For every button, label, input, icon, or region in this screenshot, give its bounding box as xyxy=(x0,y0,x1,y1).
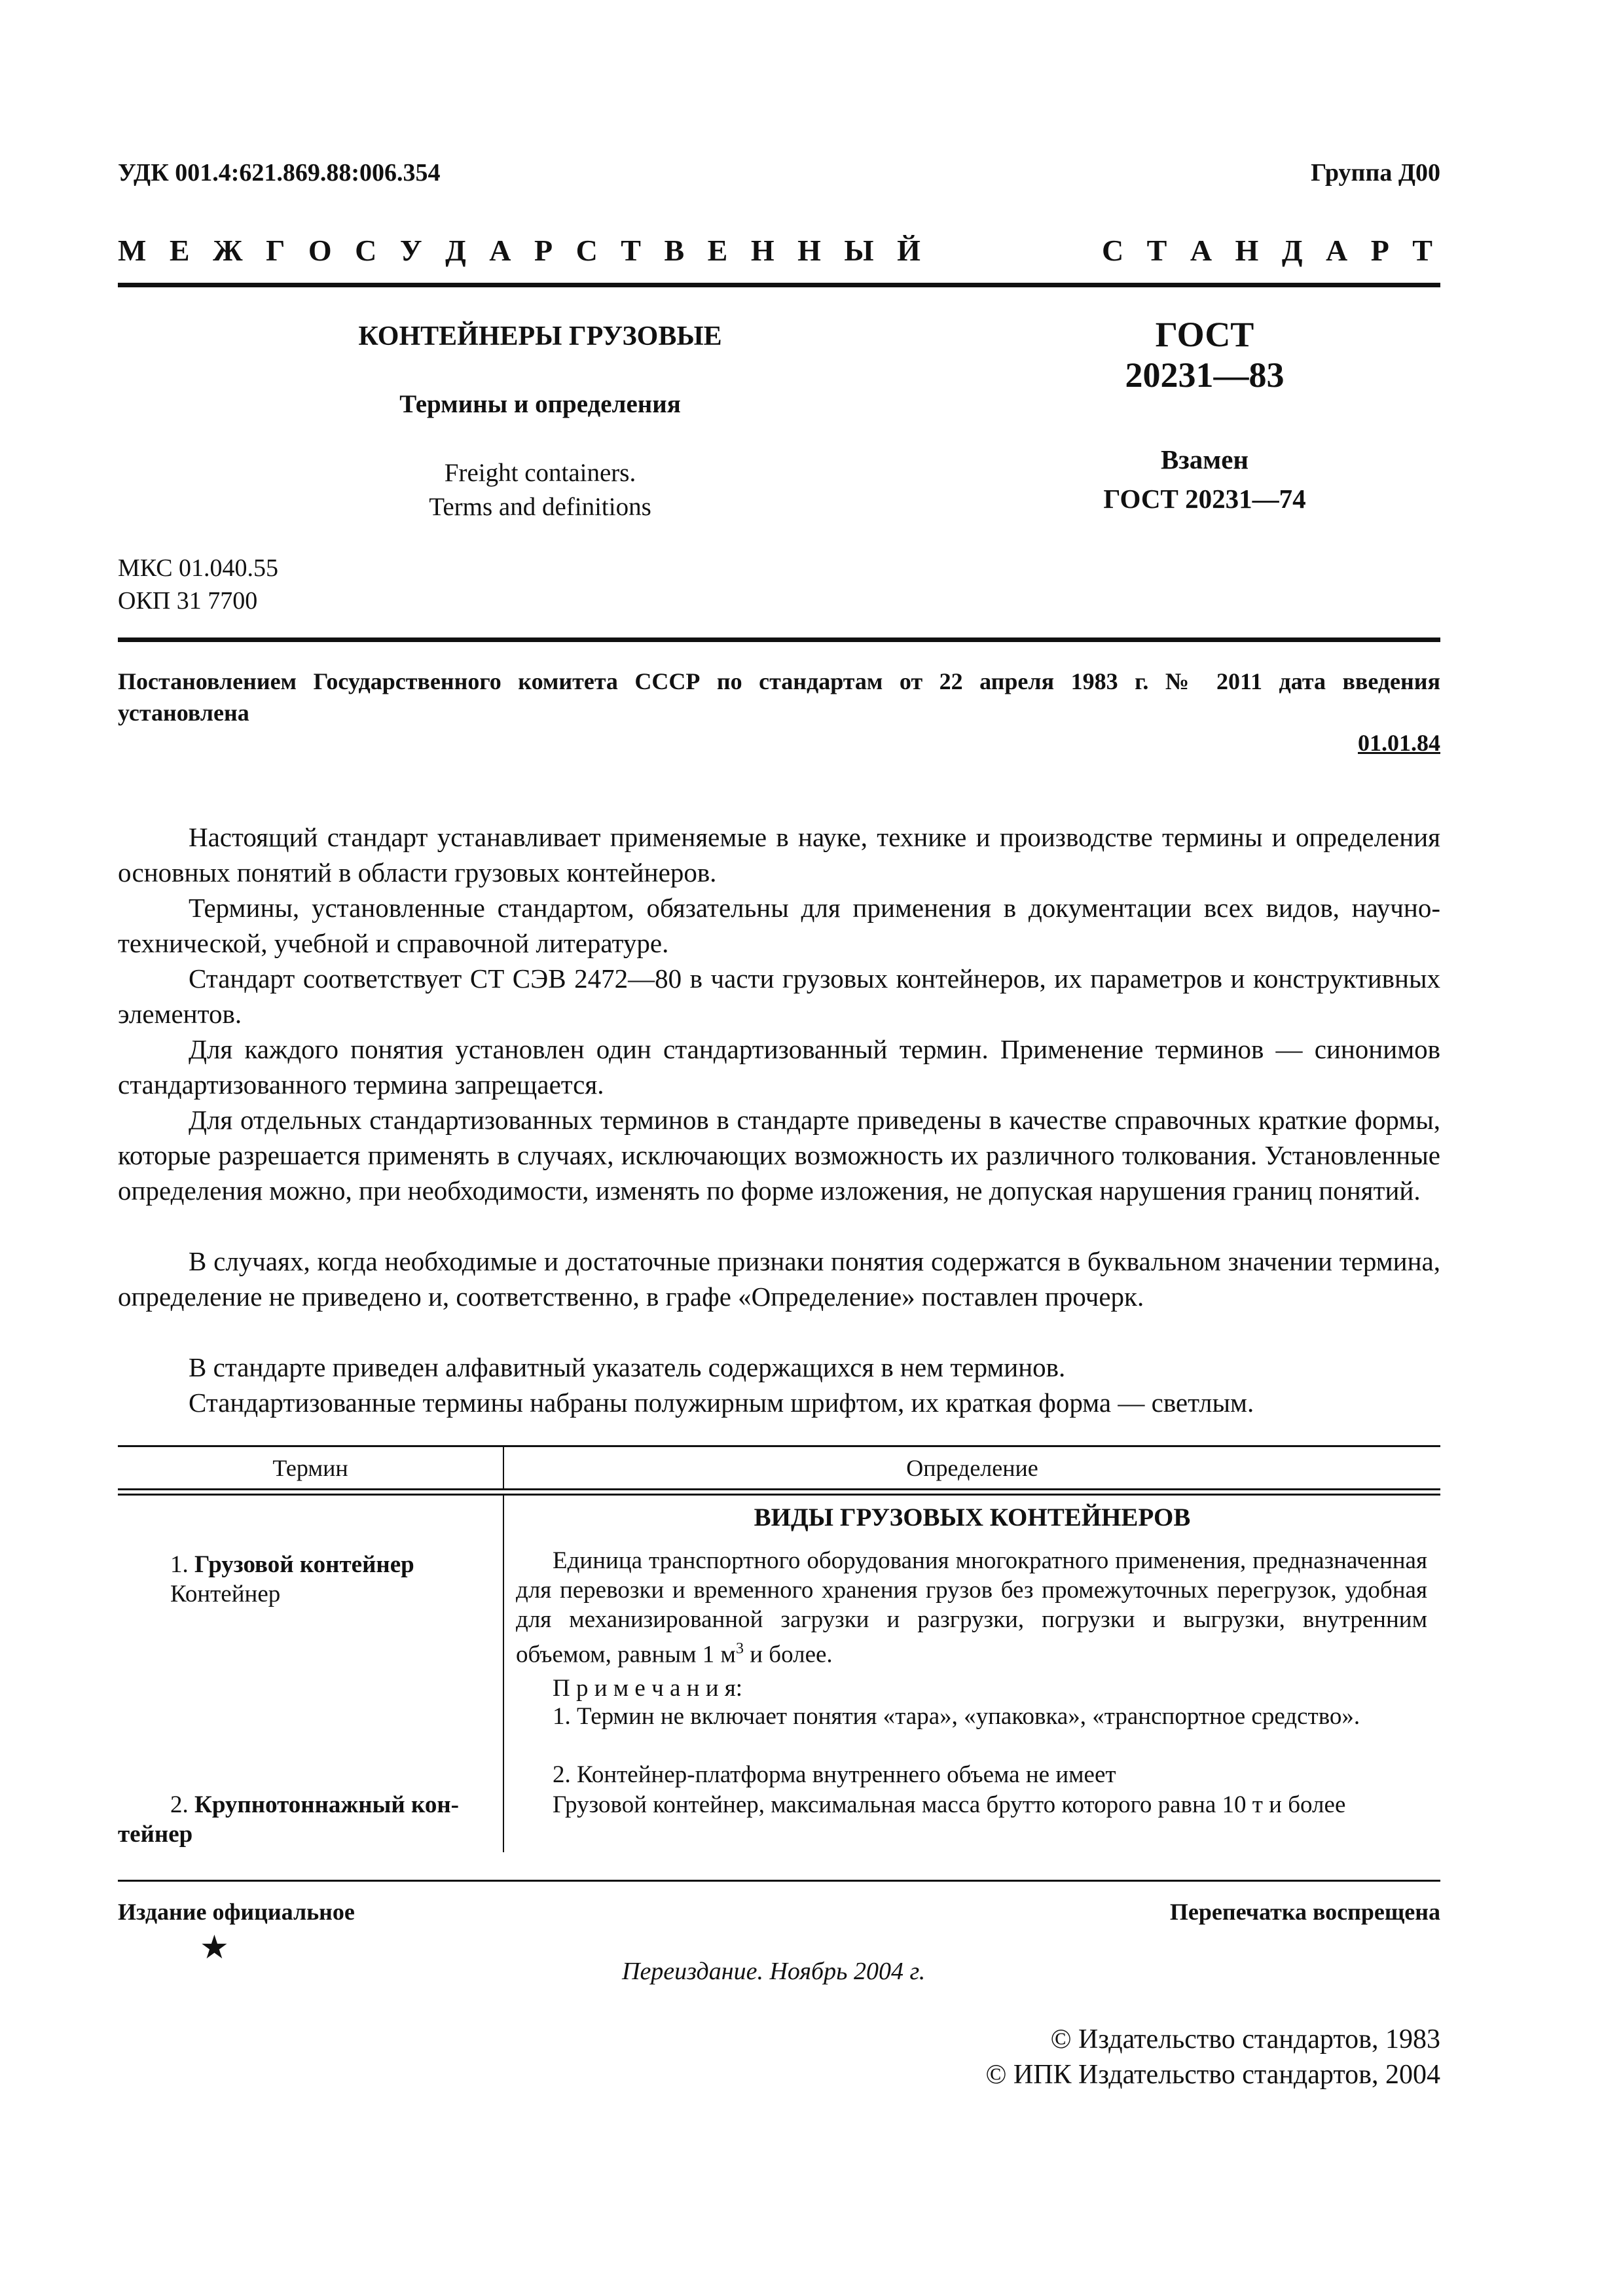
reprint-prohibited: Перепечатка воспрещена xyxy=(1169,1899,1440,1925)
reissue-note: Переиздание. Ноябрь 2004 г. xyxy=(622,1958,926,1985)
section-heading: ВИДЫ ГРУЗОВЫХ КОНТЕЙНЕРОВ xyxy=(754,1503,1191,1532)
intro-paragraph-8: Стандартизованные термины набраны полужирным шрифтом, их краткая форма — светлым. xyxy=(189,1388,1254,1418)
official-edition: Издание официальное xyxy=(118,1899,355,1925)
english-title-line2: Terms and definitions xyxy=(429,493,651,521)
group-code: Группа Д00 xyxy=(1311,159,1440,187)
table-top-rule xyxy=(118,1445,1440,1447)
table-header-rule-1 xyxy=(118,1488,1440,1490)
intro-paragraph-4: Для каждого понятия установлен один стандартизованный термин. Применение терминов — синонимов стандартизованного термина запрещается. xyxy=(118,1034,1440,1100)
table-bottom-rule xyxy=(118,1880,1440,1882)
table-header-rule-2 xyxy=(118,1494,1440,1496)
title-block-rule xyxy=(118,637,1440,642)
mks-code: МКС 01.040.55 xyxy=(118,554,279,582)
note-2: 2. Контейнер-платформа внутреннего объема не имеет xyxy=(553,1761,1116,1788)
document-title: КОНТЕЙНЕРЫ ГРУЗОВЫЕ xyxy=(358,321,722,351)
intro-paragraph-5: Для отдельных стандартизованных терминов в стандарте приведены в качестве справочных краткие формы, которые разрешается применять в случаях, исключающих возможность их различного толкования. Установленные определения можно, при необходимости, изменять по форме изложения, не допуская нарушения границ понятий. xyxy=(118,1105,1440,1206)
star-icon: ★ xyxy=(200,1929,229,1965)
gost-number: 20231—83 xyxy=(1125,355,1285,395)
intro-paragraph-3: Стандарт соответствует СТ СЭВ 2472—80 в части грузовых контейнеров, их параметров и конструктивных элементов. xyxy=(118,963,1440,1029)
column-header-definition: Определение xyxy=(906,1455,1038,1481)
document-subtitle: Термины и определения xyxy=(399,390,681,418)
decree-line1: Постановлением Государственного комитета СССР по стандартам от 22 апреля 1983 г. № 2011 дата введения xyxy=(118,668,1440,694)
effective-date: 01.01.84 xyxy=(1358,730,1440,756)
banner-interstate: М Е Ж Г О С У Д А Р С Т В Е Н Н Ы Й xyxy=(118,234,928,267)
body-column-divider xyxy=(503,1494,504,1852)
notes-label: П р и м е ч а н и я: xyxy=(553,1675,743,1702)
udk-code: УДК 001.4:621.869.88:006.354 xyxy=(118,159,441,187)
copyright-2004: © ИПК Издательство стандартов, 2004 xyxy=(985,2060,1440,2090)
banner-standard: С Т А Н Д А Р Т xyxy=(1101,234,1440,267)
definition-2: Грузовой контейнер, максимальная масса брутто которого равна 10 т и более xyxy=(553,1791,1346,1818)
intro-paragraph-1: Настоящий стандарт устанавливает применяемые в науке, технике и производстве термины и определения основных понятий в области грузовых контейнеров. xyxy=(118,822,1440,888)
term-2-line2: тейнер xyxy=(118,1821,193,1848)
header-column-divider xyxy=(503,1445,504,1488)
gost-label: ГОСТ xyxy=(1155,315,1254,354)
intro-paragraph-6: В случаях, когда необходимые и достаточные признаки понятия содержатся в буквальном значении термина, определение не приведено и, соответственно, в графе «Определение» поставлен прочерк. xyxy=(118,1246,1440,1312)
term-1: 1. Грузовой контейнер xyxy=(170,1551,414,1578)
replaces-value: ГОСТ 20231—74 xyxy=(1103,484,1306,514)
note-1: 1. Термин не включает понятия «тара», «упаковка», «транспортное средство». xyxy=(553,1703,1360,1730)
okp-code: ОКП 31 7700 xyxy=(118,587,258,615)
replaces-label: Взамен xyxy=(1160,444,1249,475)
copyright-1983: © Издательство стандартов, 1983 xyxy=(1050,2024,1440,2054)
intro-paragraph-7: В стандарте приведен алфавитный указатель содержащихся в нем терминов. xyxy=(189,1352,1066,1382)
column-header-term: Термин xyxy=(272,1455,348,1481)
term-1-short-form: Контейнер xyxy=(170,1581,281,1607)
term-2-line1: 2. Крупнотоннажный кон- xyxy=(170,1791,459,1818)
english-title-line1: Freight containers. xyxy=(444,459,636,487)
banner-rule xyxy=(118,283,1440,287)
decree-line2: установлена xyxy=(118,700,249,726)
intro-paragraph-2: Термины, установленные стандартом, обязательны для применения в документации всех видов, научно-технической, учебной и справочной литературе. xyxy=(118,893,1440,958)
definition-1: Единица транспортного оборудования многократного применения, предназначенная для перевозки и временного хранения грузов без промежуточных перегрузок, удобная для механизированной загрузки и разгрузки, погрузки и выгрузки, внутренним объемом, равным 1 $м^3$ и более. xyxy=(516,1547,1427,1668)
